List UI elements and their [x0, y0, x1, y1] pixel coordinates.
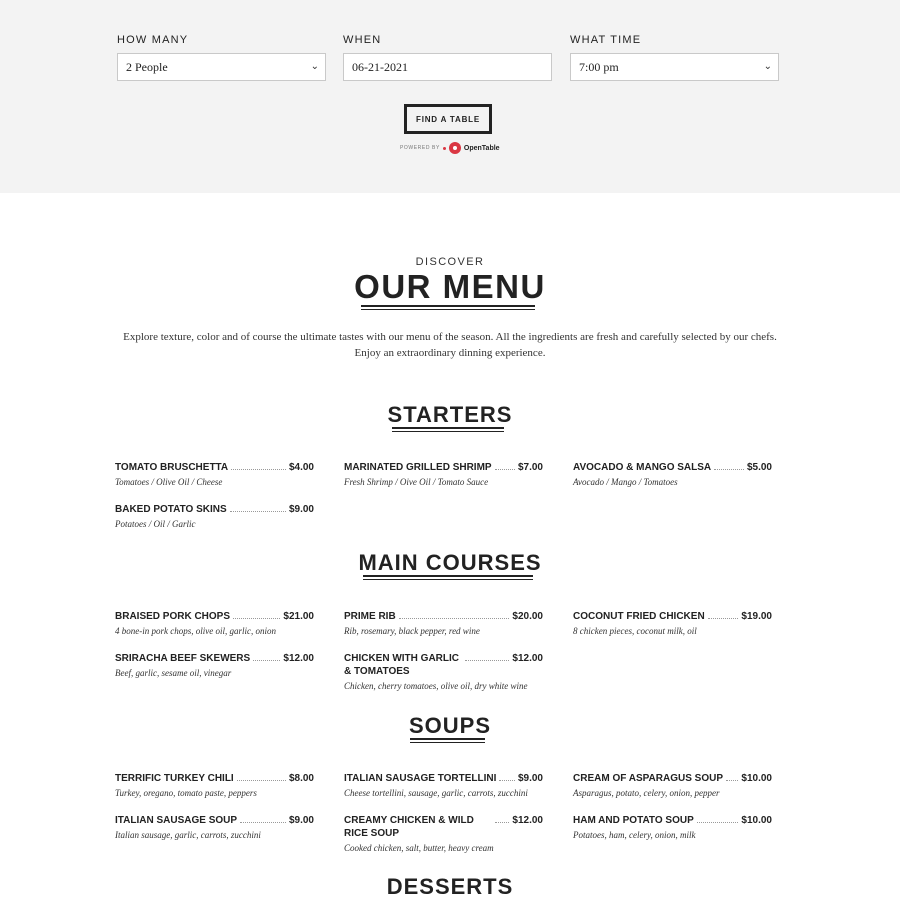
item-price: $8.00 — [288, 773, 314, 784]
leader-dots — [495, 814, 509, 823]
powered-by-label: POWERED BY — [400, 145, 440, 151]
menu-title: OUR MENU — [354, 268, 546, 305]
time-select[interactable] — [570, 53, 779, 81]
item-description: Fresh Shrimp / Oive Oil / Tomato Sauce — [344, 477, 489, 487]
leader-dots — [495, 461, 515, 470]
item-price: $7.00 — [517, 462, 543, 473]
item-price: $10.00 — [741, 773, 772, 784]
leader-dots — [708, 610, 739, 619]
item-description: Cheese tortellini, sausage, garlic, carrots, zucchini — [344, 788, 528, 798]
item-name: AVOCADO & MANGO SALSA — [573, 462, 712, 473]
item-price: $12.00 — [512, 653, 543, 664]
menu-eyebrow: DISCOVER — [415, 256, 485, 268]
item-price: $9.00 — [517, 773, 543, 784]
reservation-panel — [0, 0, 900, 193]
opentable-name: OpenTable — [463, 144, 500, 152]
item-price: $19.00 — [741, 611, 772, 622]
section-title-soups: SOUPS — [408, 713, 492, 738]
item-description: Italian sausage, garlic, carrots, zucchini — [115, 830, 261, 840]
opentable-logo-icon — [449, 142, 461, 154]
item-price: $20.00 — [512, 611, 543, 622]
menu-item — [344, 461, 543, 488]
menu-item — [344, 814, 543, 854]
date-label: WHEN — [343, 34, 382, 46]
party-size-value: 2 People — [126, 60, 168, 74]
party-size-label: HOW MANY — [117, 34, 189, 46]
item-price: $21.00 — [283, 611, 314, 622]
item-name: ITALIAN SAUSAGE SOUP — [115, 815, 238, 826]
leader-dots — [714, 461, 744, 470]
item-description: 4 bone-in pork chops, olive oil, garlic, onion — [115, 626, 276, 636]
item-name: HAM AND POTATO SOUP — [573, 815, 694, 826]
item-name: BRAISED PORK CHOPS — [115, 611, 231, 622]
section-title-main-courses: MAIN COURSES — [358, 550, 542, 575]
opentable-small-dot-icon — [443, 147, 446, 150]
item-price: $12.00 — [512, 815, 543, 826]
menu-item — [115, 610, 314, 637]
leader-dots — [233, 610, 280, 619]
menu-title-underline — [361, 305, 535, 310]
menu-intro-line-2: Enjoy an extraordinary dinning experience. — [354, 347, 546, 359]
party-size-select[interactable] — [117, 53, 326, 81]
leader-dots — [465, 652, 509, 661]
item-price: $12.00 — [283, 653, 314, 664]
chevron-down-icon: ⌄ — [763, 61, 772, 72]
item-name: CHICKEN WITH GARLIC & TOMATOES — [344, 653, 459, 677]
leader-dots — [253, 652, 280, 661]
chevron-down-icon: ⌄ — [310, 61, 319, 72]
menu-item — [115, 772, 314, 799]
item-price: $9.00 — [288, 504, 314, 515]
find-table-button[interactable]: FIND A TABLE — [404, 104, 492, 134]
menu-item — [115, 503, 314, 530]
menu-item — [573, 814, 772, 841]
item-price: $10.00 — [741, 815, 772, 826]
section-title-desserts: DESSERTS — [386, 874, 514, 899]
menu-item — [344, 652, 543, 692]
section-title-starters: STARTERS — [387, 402, 513, 427]
menu-item — [115, 652, 314, 679]
item-description: Beef, garlic, sesame oil, vinegar — [115, 668, 232, 678]
item-name: COCONUT FRIED CHICKEN — [573, 611, 705, 622]
item-description: Asparagus, potato, celery, onion, pepper — [573, 788, 720, 798]
menu-item — [573, 772, 772, 799]
item-name: MARINATED GRILLED SHRIMP — [344, 462, 492, 473]
item-name: CREAM OF ASPARAGUS SOUP — [573, 773, 724, 784]
menu-item — [344, 772, 543, 799]
date-field — [343, 33, 552, 81]
section-underline-starters — [392, 427, 504, 432]
item-name: CREAMY CHICKEN & WILD RICE SOUP — [344, 815, 474, 839]
item-price: $4.00 — [288, 462, 314, 473]
item-description: Turkey, oregano, tomato paste, peppers — [115, 788, 257, 798]
party-size-field — [117, 33, 326, 81]
date-input[interactable] — [343, 53, 552, 81]
item-name: PRIME RIB — [344, 611, 396, 622]
menu-item — [115, 461, 314, 488]
menu-item — [115, 814, 314, 841]
item-name: ITALIAN SAUSAGE TORTELLINI — [344, 773, 497, 784]
item-name: TERRIFIC TURKEY CHILI — [115, 773, 234, 784]
item-description: 8 chicken pieces, coconut milk, oil — [573, 626, 697, 636]
menu-intro — [110, 329, 790, 361]
leader-dots — [399, 610, 510, 619]
time-value: 7:00 pm — [579, 60, 619, 74]
menu-intro-line-1: Explore texture, color and of course the ultimate tastes with our menu of the season. All the ingredients are fresh and carefully selected by our chefs. — [123, 331, 777, 343]
leader-dots — [240, 814, 286, 823]
menu-item — [344, 610, 543, 637]
leader-dots — [726, 772, 738, 781]
section-underline-soups — [410, 738, 485, 743]
item-description: Tomatoes / Olive Oil / Cheese — [115, 477, 223, 487]
item-description: Potatoes / Oil / Garlic — [115, 519, 196, 529]
item-description: Cooked chicken, salt, butter, heavy cream — [344, 843, 494, 853]
item-description: Rib, rosemary, black pepper, red wine — [344, 626, 480, 636]
date-value: 06-21-2021 — [352, 60, 408, 74]
item-price: $9.00 — [288, 815, 314, 826]
item-name: TOMATO BRUSCHETTA — [115, 462, 229, 473]
menu-item — [573, 610, 772, 637]
leader-dots — [499, 772, 515, 781]
item-price: $5.00 — [746, 462, 772, 473]
time-label: WHAT TIME — [570, 34, 642, 46]
leader-dots — [237, 772, 286, 781]
leader-dots — [231, 461, 286, 470]
menu-item — [573, 461, 772, 488]
powered-by-opentable[interactable] — [400, 141, 500, 155]
item-description: Potatoes, ham, celery, onion, milk — [573, 830, 696, 840]
item-description: Chicken, cherry tomatoes, olive oil, dry white wine — [344, 681, 528, 691]
item-description: Avocado / Mango / Tomatoes — [573, 477, 678, 487]
time-field — [570, 33, 779, 81]
leader-dots — [230, 503, 286, 512]
leader-dots — [697, 814, 739, 823]
section-underline-main-courses — [363, 575, 533, 580]
item-name: BAKED POTATO SKINS — [115, 504, 227, 515]
item-name: SRIRACHA BEEF SKEWERS — [115, 653, 251, 664]
